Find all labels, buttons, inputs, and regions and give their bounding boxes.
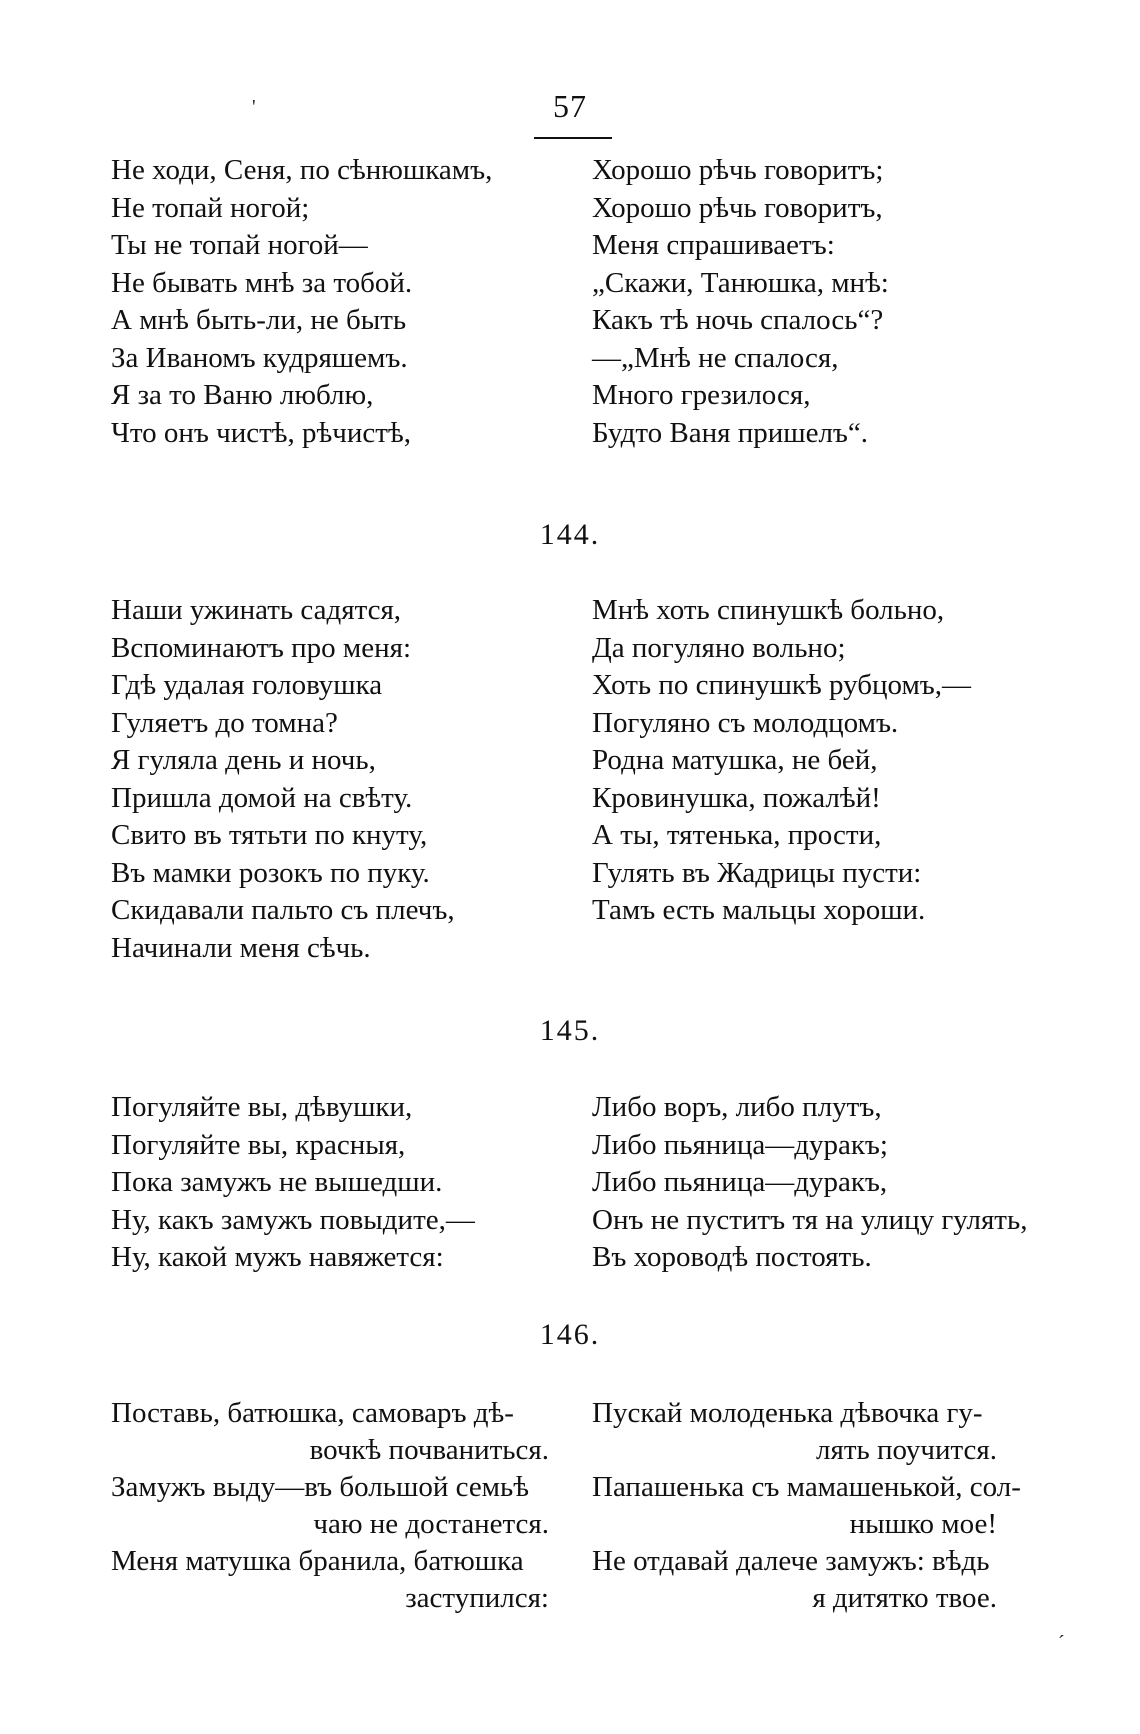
print-speck: ': [252, 96, 256, 118]
verse-line: Ну, какой мужъ навяжется:: [111, 1241, 444, 1273]
verse-line: Поставь, батюшка, самоваръ дѣ-: [111, 1397, 514, 1429]
verse-line: А мнѣ быть-ли, не быть: [111, 304, 407, 336]
song-146-left-column: [111, 1395, 561, 1617]
verse-line: За Иваномъ кудряшемъ.: [111, 341, 408, 374]
verse-line: Скидавали пальто съ плечъ,: [111, 894, 455, 926]
verse-line: Не бывать мнѣ за тобой.: [111, 266, 413, 299]
verse-line: Погуляно съ молодцомъ.: [592, 706, 899, 739]
verse-line: Меня спрашиваетъ:: [592, 229, 835, 261]
song-number-144: 144.: [539, 518, 601, 551]
verse-line: А ты, тятенька, прости,: [592, 819, 882, 851]
verse-line: Гулять въ Жадрицы пусти:: [592, 856, 922, 889]
verse-line: Онъ не пуститъ тя на улицу гулять,: [592, 1203, 1028, 1236]
verse-line: Не ходи, Сеня, по сѣнюшкамъ,: [111, 154, 493, 186]
verse-line: Да погуляно вольно;: [592, 631, 846, 664]
song-number-145: 145.: [539, 1014, 601, 1047]
verse-line: Гдѣ удалая головушка: [111, 669, 383, 701]
verse-line-continuation: заступился:: [405, 1582, 549, 1614]
verse-line: Свито въ тятьти по кнуту,: [111, 819, 428, 851]
verse-line: Въ хороводѣ постоять.: [592, 1241, 872, 1273]
verse-line-continuation: вочкѣ почваниться.: [309, 1434, 549, 1466]
verse-line: Хорошо рѣчь говоритъ,: [592, 191, 883, 224]
verse-line: „Скажи, Танюшка, мнѣ:: [592, 266, 889, 299]
verse-line: Начинали меня сѣчь.: [111, 931, 371, 964]
verse-line-continuation: я дитятко твое.: [812, 1582, 997, 1614]
verse-line: Хорошо рѣчь говоритъ;: [592, 154, 884, 186]
song-144-right-column: [592, 592, 1062, 930]
page-number: 57: [553, 88, 587, 124]
song-146-right-column: [592, 1395, 1062, 1617]
song-145-left-column: [111, 1089, 561, 1277]
verse-line: Кровинушка, пожалѣй!: [592, 781, 881, 814]
verse-line: Будто Ваня пришелъ“.: [592, 416, 869, 449]
verse-line: Либо воръ, либо плутъ,: [592, 1091, 882, 1123]
verse-line: Вспоминаютъ про меня:: [111, 631, 412, 664]
intro-right-column: [592, 152, 1062, 452]
song-145-right-column: [592, 1089, 1062, 1277]
verse-line-continuation: чаю не достанется.: [313, 1508, 549, 1540]
verse-line: Что онъ чистѣ, рѣчистѣ,: [111, 416, 411, 449]
verse-line: Погуляйте вы, дѣвушки,: [111, 1091, 413, 1123]
verse-line: Замужъ выду—въ большой семьѣ: [111, 1471, 530, 1503]
verse-line: Гуляетъ до томна?: [111, 706, 338, 739]
verse-line: —„Мнѣ не спалося,: [592, 341, 839, 374]
verse-line: Тамъ есть мальцы хороши.: [592, 894, 926, 926]
verse-line: Либо пьяница—дуракъ,: [592, 1166, 888, 1198]
verse-line: Меня матушка бранила, батюшка: [111, 1545, 524, 1577]
verse-line: Пришла домой на свѣту.: [111, 781, 413, 814]
verse-line: Мнѣ хоть спинушкѣ больно,: [592, 594, 945, 626]
verse-line: Папашенька съ мамашенькой, сол-: [592, 1471, 1021, 1503]
verse-line: Ты не топай ногой—: [111, 229, 368, 261]
intro-left-column: [111, 152, 561, 452]
verse-line: Много грезилося,: [592, 379, 811, 411]
verse-line: Ну, какъ замужъ повыдите,—: [111, 1203, 475, 1236]
verse-line: Не отдавай далече замужъ: вѣдь: [592, 1545, 990, 1577]
verse-line: Наши ужинать садятся,: [111, 594, 402, 626]
verse-line: Я за то Ваню люблю,: [111, 379, 374, 411]
verse-line: Хоть по спинушкѣ рубцомъ,—: [592, 669, 972, 701]
verse-line: Либо пьяница—дуракъ;: [592, 1128, 888, 1161]
print-speck: ˊ: [1058, 1632, 1065, 1654]
verse-line: Пока замужъ не вышедши.: [111, 1166, 443, 1198]
verse-line: Не топай ногой;: [111, 191, 310, 224]
verse-line: Въ мамки розокъ по пуку.: [111, 856, 430, 889]
page-number-rule: [534, 137, 612, 139]
verse-line: Пускай молоденька дѣвочка гу-: [592, 1397, 983, 1429]
verse-line: Погуляйте вы, красныя,: [111, 1128, 406, 1161]
verse-line: Я гуляла день и ночь,: [111, 744, 376, 776]
song-144-left-column: [111, 592, 561, 967]
verse-line: Родна матушка, не бей,: [592, 744, 878, 776]
song-number-146: 146.: [539, 1318, 601, 1351]
verse-line-continuation: лять поучится.: [816, 1434, 997, 1466]
verse-line: Какъ тѣ ночь спалось“?: [592, 304, 884, 336]
verse-line-continuation: нышко мое!: [849, 1508, 997, 1540]
